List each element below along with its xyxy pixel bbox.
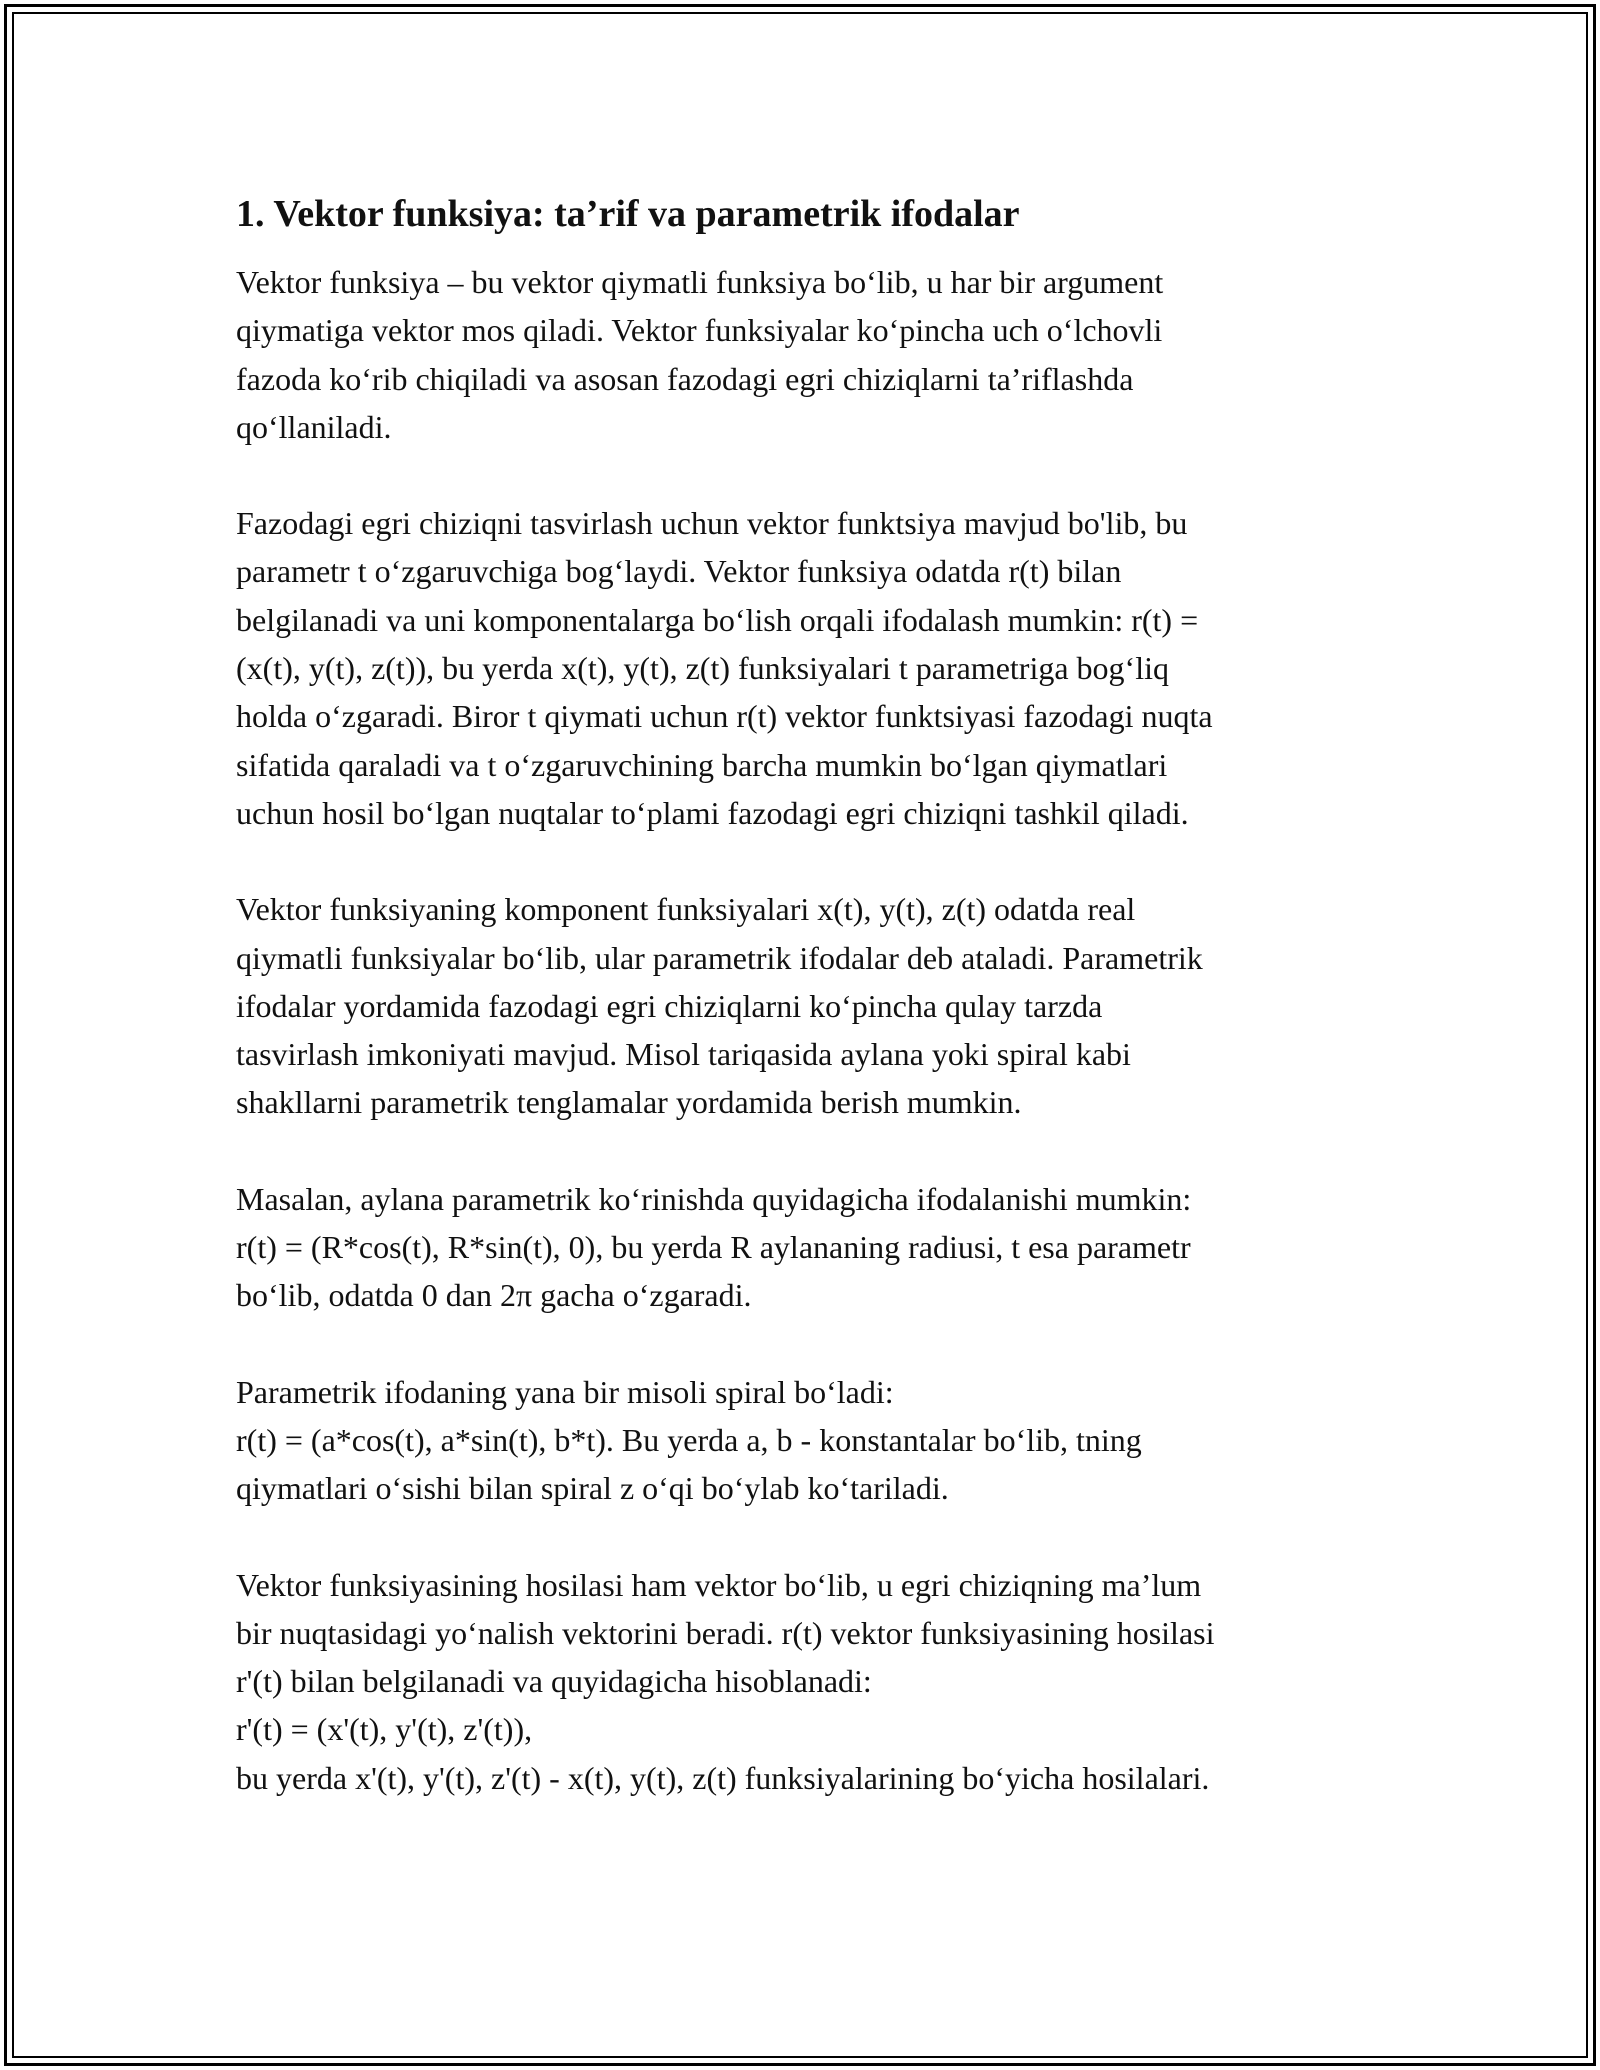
paragraph-curve-description <box>236 499 1396 837</box>
text-line: Vektor funksiya – bu vektor qiymatli funksiya bo‘lib, u har bir argument <box>236 264 1164 300</box>
text-line: qiymatiga vektor mos qiladi. Vektor funksiyalar ko‘pincha uch o‘lchovli <box>236 312 1163 349</box>
text-line: r(t) = (a*cos(t), a*sin(t), b*t). Bu yerda a, b - konstantalar bo‘lib, tning <box>236 1421 1142 1458</box>
text-line: uchun hosil bo‘lgan nuqtalar to‘plami fazodagi egri chiziqni tashkil qiladi. <box>236 794 1189 831</box>
text-line: sifatida qaraladi va t o‘zgaruvchining barcha mumkin bo‘lgan qiymatlari <box>236 746 1168 783</box>
text-line: Parametrik ifodaning yana bir misoli spiral bo‘ladi: <box>236 1373 894 1410</box>
text-line: belgilanadi va uni komponentalarga bo‘lish orqali ifodalash mumkin: r(t) = <box>236 601 1199 638</box>
text-line: r'(t) = (x'(t), y'(t), z'(t)), <box>236 1711 533 1748</box>
text-line: tasvirlash imkoniyati mavjud. Misol tariqasida aylana yoki spiral kabi <box>236 1036 1131 1073</box>
paragraph-spiral-example <box>236 1368 1396 1513</box>
text-line: bu yerda x'(t), y'(t), z'(t) - x(t), y(t), z(t) funksiyalarining bo‘yicha hosilalari. <box>236 1759 1210 1796</box>
text-line: (x(t), y(t), z(t)), bu yerda x(t), y(t), z(t) funksiyalari t parametriga bog‘liq <box>236 650 1169 687</box>
text-line: parametr t o‘zgaruvchiga bog‘laydi. Vektor funksiya odatda r(t) bilan <box>236 553 1122 590</box>
text-line: qiymatlari o‘sishi bilan spiral z o‘qi bo‘ylab ko‘tariladi. <box>236 1470 949 1507</box>
text-line: Vektor funksiyaning komponent funksiyalari x(t), y(t), z(t) odatda real <box>236 891 1136 928</box>
text-line: Vektor funksiyasining hosilasi ham vektor bo‘lib, u egri chiziqning ma’lum <box>236 1566 1202 1603</box>
text-line: Masalan, aylana parametrik ko‘rinishda quyidagicha ifodalanishi mumkin: <box>236 1180 1192 1217</box>
paragraph-circle-example <box>236 1175 1396 1320</box>
paragraph-derivative <box>236 1561 1396 1802</box>
text-line: r'(t) bilan belgilanadi va quyidagicha hisoblanadi: <box>236 1663 872 1700</box>
text-line: qiymatli funksiyalar bo‘lib, ular parametrik ifodalar deb ataladi. Parametrik <box>236 939 1203 976</box>
text-line: fazoda ko‘rib chiqiladi va asosan fazodagi egri chiziqlarni ta’riflashda <box>236 360 1134 397</box>
text-line: qo‘llaniladi. <box>236 408 392 445</box>
text-line: ifodalar yordamida fazodagi egri chiziqlarni ko‘pincha qulay tarzda <box>236 987 1103 1024</box>
paragraph-definition <box>236 258 1396 451</box>
text-line: bo‘lib, odatda 0 dan 2π gacha o‘zgaradi. <box>236 1277 752 1314</box>
text-line: r(t) = (R*cos(t), R*sin(t), 0), bu yerda R aylananing radiusi, t esa parametr <box>236 1229 1191 1266</box>
text-line: Fazodagi egri chiziqni tasvirlash uchun vektor funktsiya mavjud bo'lib, bu <box>236 505 1188 542</box>
section-heading: 1. Vektor funksiya: ta’rif va parametrik ifodalar <box>236 193 1020 235</box>
paragraph-components <box>236 885 1396 1126</box>
text-line: shakllarni parametrik tenglamalar yordamida berish mumkin. <box>236 1084 1022 1121</box>
text-line: bir nuqtasidagi yo‘nalish vektorini beradi. r(t) vektor funksiyasining hosilasi <box>236 1614 1215 1651</box>
text-line: holda o‘zgaradi. Biror t qiymati uchun r(t) vektor funktsiyasi fazodagi nuqta <box>236 698 1213 735</box>
document-body <box>236 186 1396 1802</box>
